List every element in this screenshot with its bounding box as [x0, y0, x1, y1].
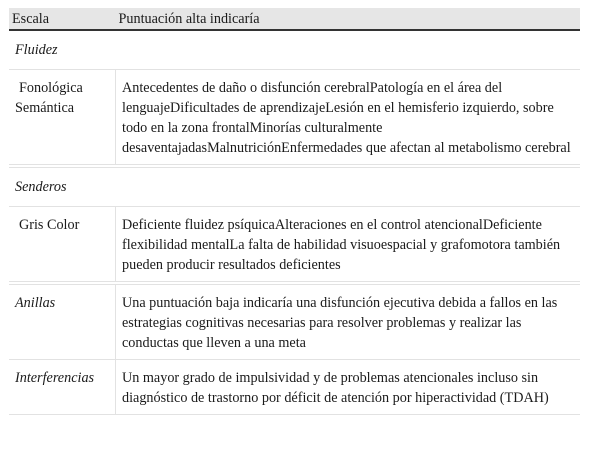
scale-cell-anillas: Anillas: [9, 285, 116, 360]
table-row-interferencias: [9, 360, 580, 415]
scale-label-semantica: Semántica: [15, 100, 75, 116]
table-row-anillas: [9, 285, 580, 360]
scales-table: [9, 8, 580, 415]
description-cell-senderos: Deficiente fluidez psíquicaAlteraciones en el control atencionalDeficiente flexibilidad mentalLa falta de habilidad visuoespacial y grafomotora también pueden producir resultados deficientes: [116, 207, 581, 282]
description-cell-interferencias: Un mayor grado de impulsividad y de problemas atencionales incluso sin diagnóstico de trastorno por déficit de atención por hiperactividad (TDAH): [116, 360, 581, 415]
section-row-senderos: [9, 168, 580, 207]
table-row-fluidez: [9, 70, 580, 165]
table-body: [9, 30, 580, 415]
scale-cell-interferencias: Interferencias: [9, 360, 116, 415]
scale-label-gris-color: Gris Color: [19, 217, 80, 233]
scale-label-fonologica: Fonológica: [19, 80, 83, 96]
header-puntuacion: Puntuación alta indicaría: [116, 8, 581, 30]
header-row: [9, 8, 580, 30]
header-escala: Escala: [9, 8, 116, 30]
description-cell-fluidez: Antecedentes de daño o disfunción cerebralPatología en el área del lenguajeDificultades de aprendizajeLesión en el hemisferio izquierdo, sobre todo en la zona frontalMinorías culturalmente desaventajadasMalnutriciónEnfermedades que afectan al metabolismo cerebral: [116, 70, 581, 165]
section-row-fluidez: [9, 30, 580, 70]
scale-cell-senderos: [9, 207, 116, 282]
section-title-senderos: Senderos: [9, 168, 580, 207]
results-table-container: [9, 8, 580, 415]
section-title-fluidez: Fluidez: [9, 30, 580, 70]
table-header: [9, 8, 580, 30]
description-cell-anillas: Una puntuación baja indicaría una disfunción ejecutiva debida a fallos en las estrategias cognitivas necesarias para resolver problemas y realizar las conductas que lleven a una meta: [116, 285, 581, 360]
table-row-senderos: [9, 207, 580, 282]
scale-cell-fluidez: [9, 70, 116, 165]
